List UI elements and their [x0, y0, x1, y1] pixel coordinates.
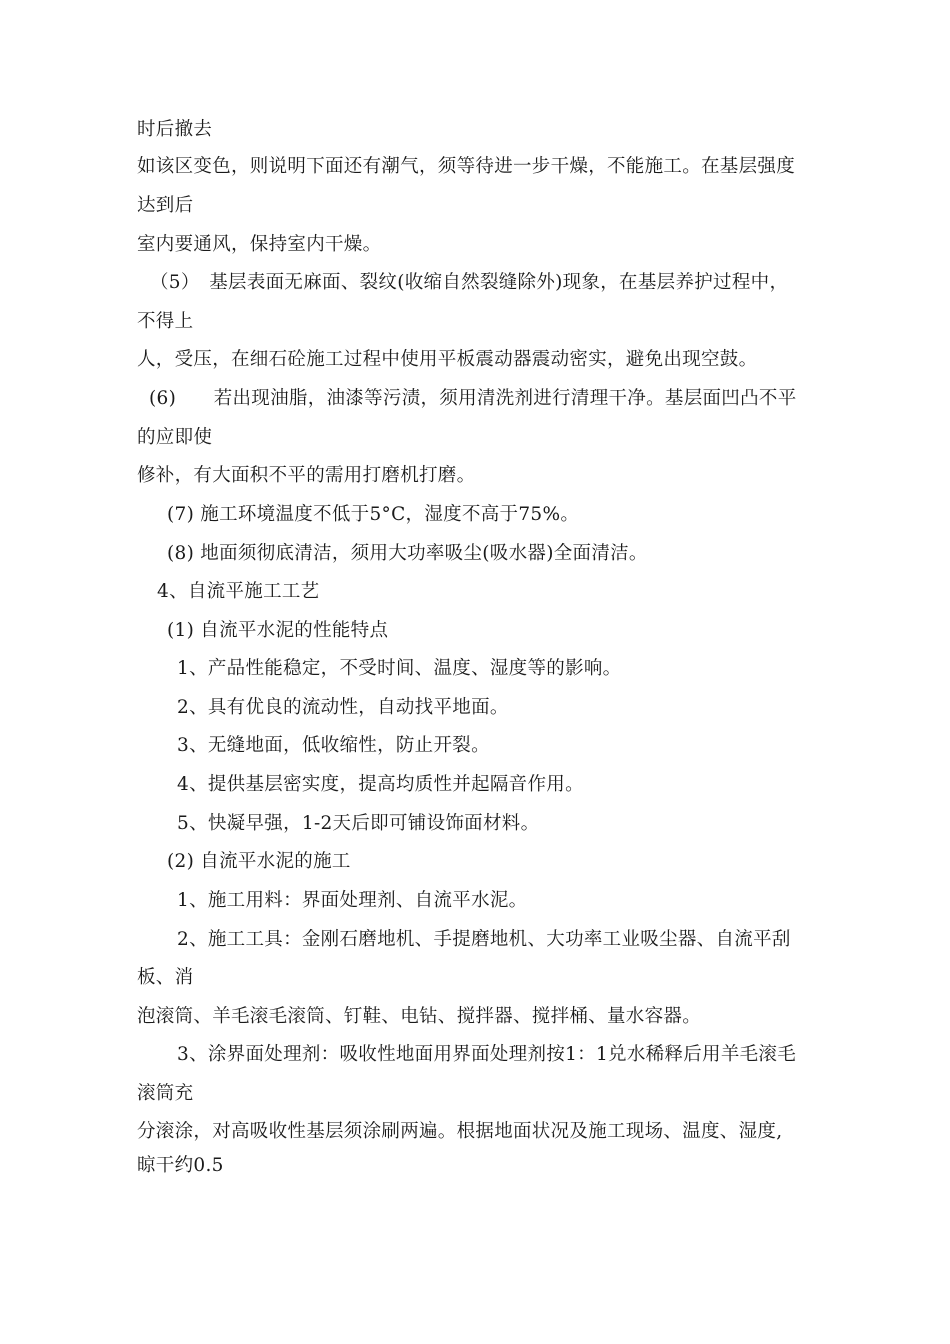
text-line: (7) 施工环境温度不低于5°C，湿度不高于75%。	[167, 504, 580, 525]
text-line: 人，受压，在细石砼施工过程中使用平板震动器震动密实，避免出现空鼓。	[137, 349, 758, 370]
list-item: 3、涂界面处理剂：吸收性地面用界面处理剂按1：1兑水稀释后用羊毛滚毛	[177, 1044, 797, 1065]
text-line: 板、消	[137, 967, 194, 988]
list-item: 4、提供基层密实度，提高均质性并起隔音作用。	[177, 774, 584, 795]
text-line: 不得上	[137, 311, 194, 332]
text-line: 泡滚筒、羊毛滚毛滚筒、钉鞋、电钻、搅拌器、搅拌桶、量水容器。	[137, 1006, 702, 1027]
list-item: 1、产品性能稳定，不受时间、温度、湿度等的影响。	[177, 658, 622, 679]
text-line: 修补，有大面积不平的需用打磨机打磨。	[137, 465, 476, 486]
text-line: 滚筒充	[137, 1083, 194, 1104]
text-line: (8) 地面须彻底清洁，须用大功率吸尘(吸水器)全面清洁。	[167, 543, 648, 564]
text-line: 达到后	[137, 195, 194, 216]
list-item: 3、无缝地面，低收缩性，防止开裂。	[177, 735, 490, 756]
text-line: 如该区变色，则说明下面还有潮气，须等待进一步干燥，不能施工。在基层强度	[137, 156, 796, 177]
text-line: (1) 自流平水泥的性能特点	[167, 620, 389, 641]
list-item: 1、施工用料：界面处理剂、自流平水泥。	[177, 890, 528, 911]
section-heading: 4、自流平施工工艺	[157, 581, 320, 602]
text-line: （5） 基层表面无麻面、裂纹(收缩自然裂缝除外)现象，在基层养护过程中，	[150, 272, 789, 293]
text-line: (6) 若出现油脂，油漆等污渍，须用清洗剂进行清理干净。基层面凹凸不平	[149, 388, 797, 409]
list-item: 5、快凝早强，1-2天后即可铺设饰面材料。	[177, 813, 540, 834]
text-line: (2) 自流平水泥的施工	[167, 851, 351, 872]
list-item: 2、施工工具：金刚石磨地机、手提磨地机、大功率工业吸尘器、自流平刮	[177, 929, 791, 950]
text-line: 晾干约0.5	[137, 1155, 224, 1176]
text-line: 室内要通风，保持室内干燥。	[137, 234, 382, 255]
text-line: 时后撤去	[137, 119, 213, 140]
text-line: 分滚涂，对高吸收性基层须涂刷两遍。根据地面状况及施工现场、温度、湿度,	[137, 1121, 783, 1142]
list-item: 2、具有优良的流动性，自动找平地面。	[177, 697, 509, 718]
text-line: 的应即使	[137, 427, 213, 448]
